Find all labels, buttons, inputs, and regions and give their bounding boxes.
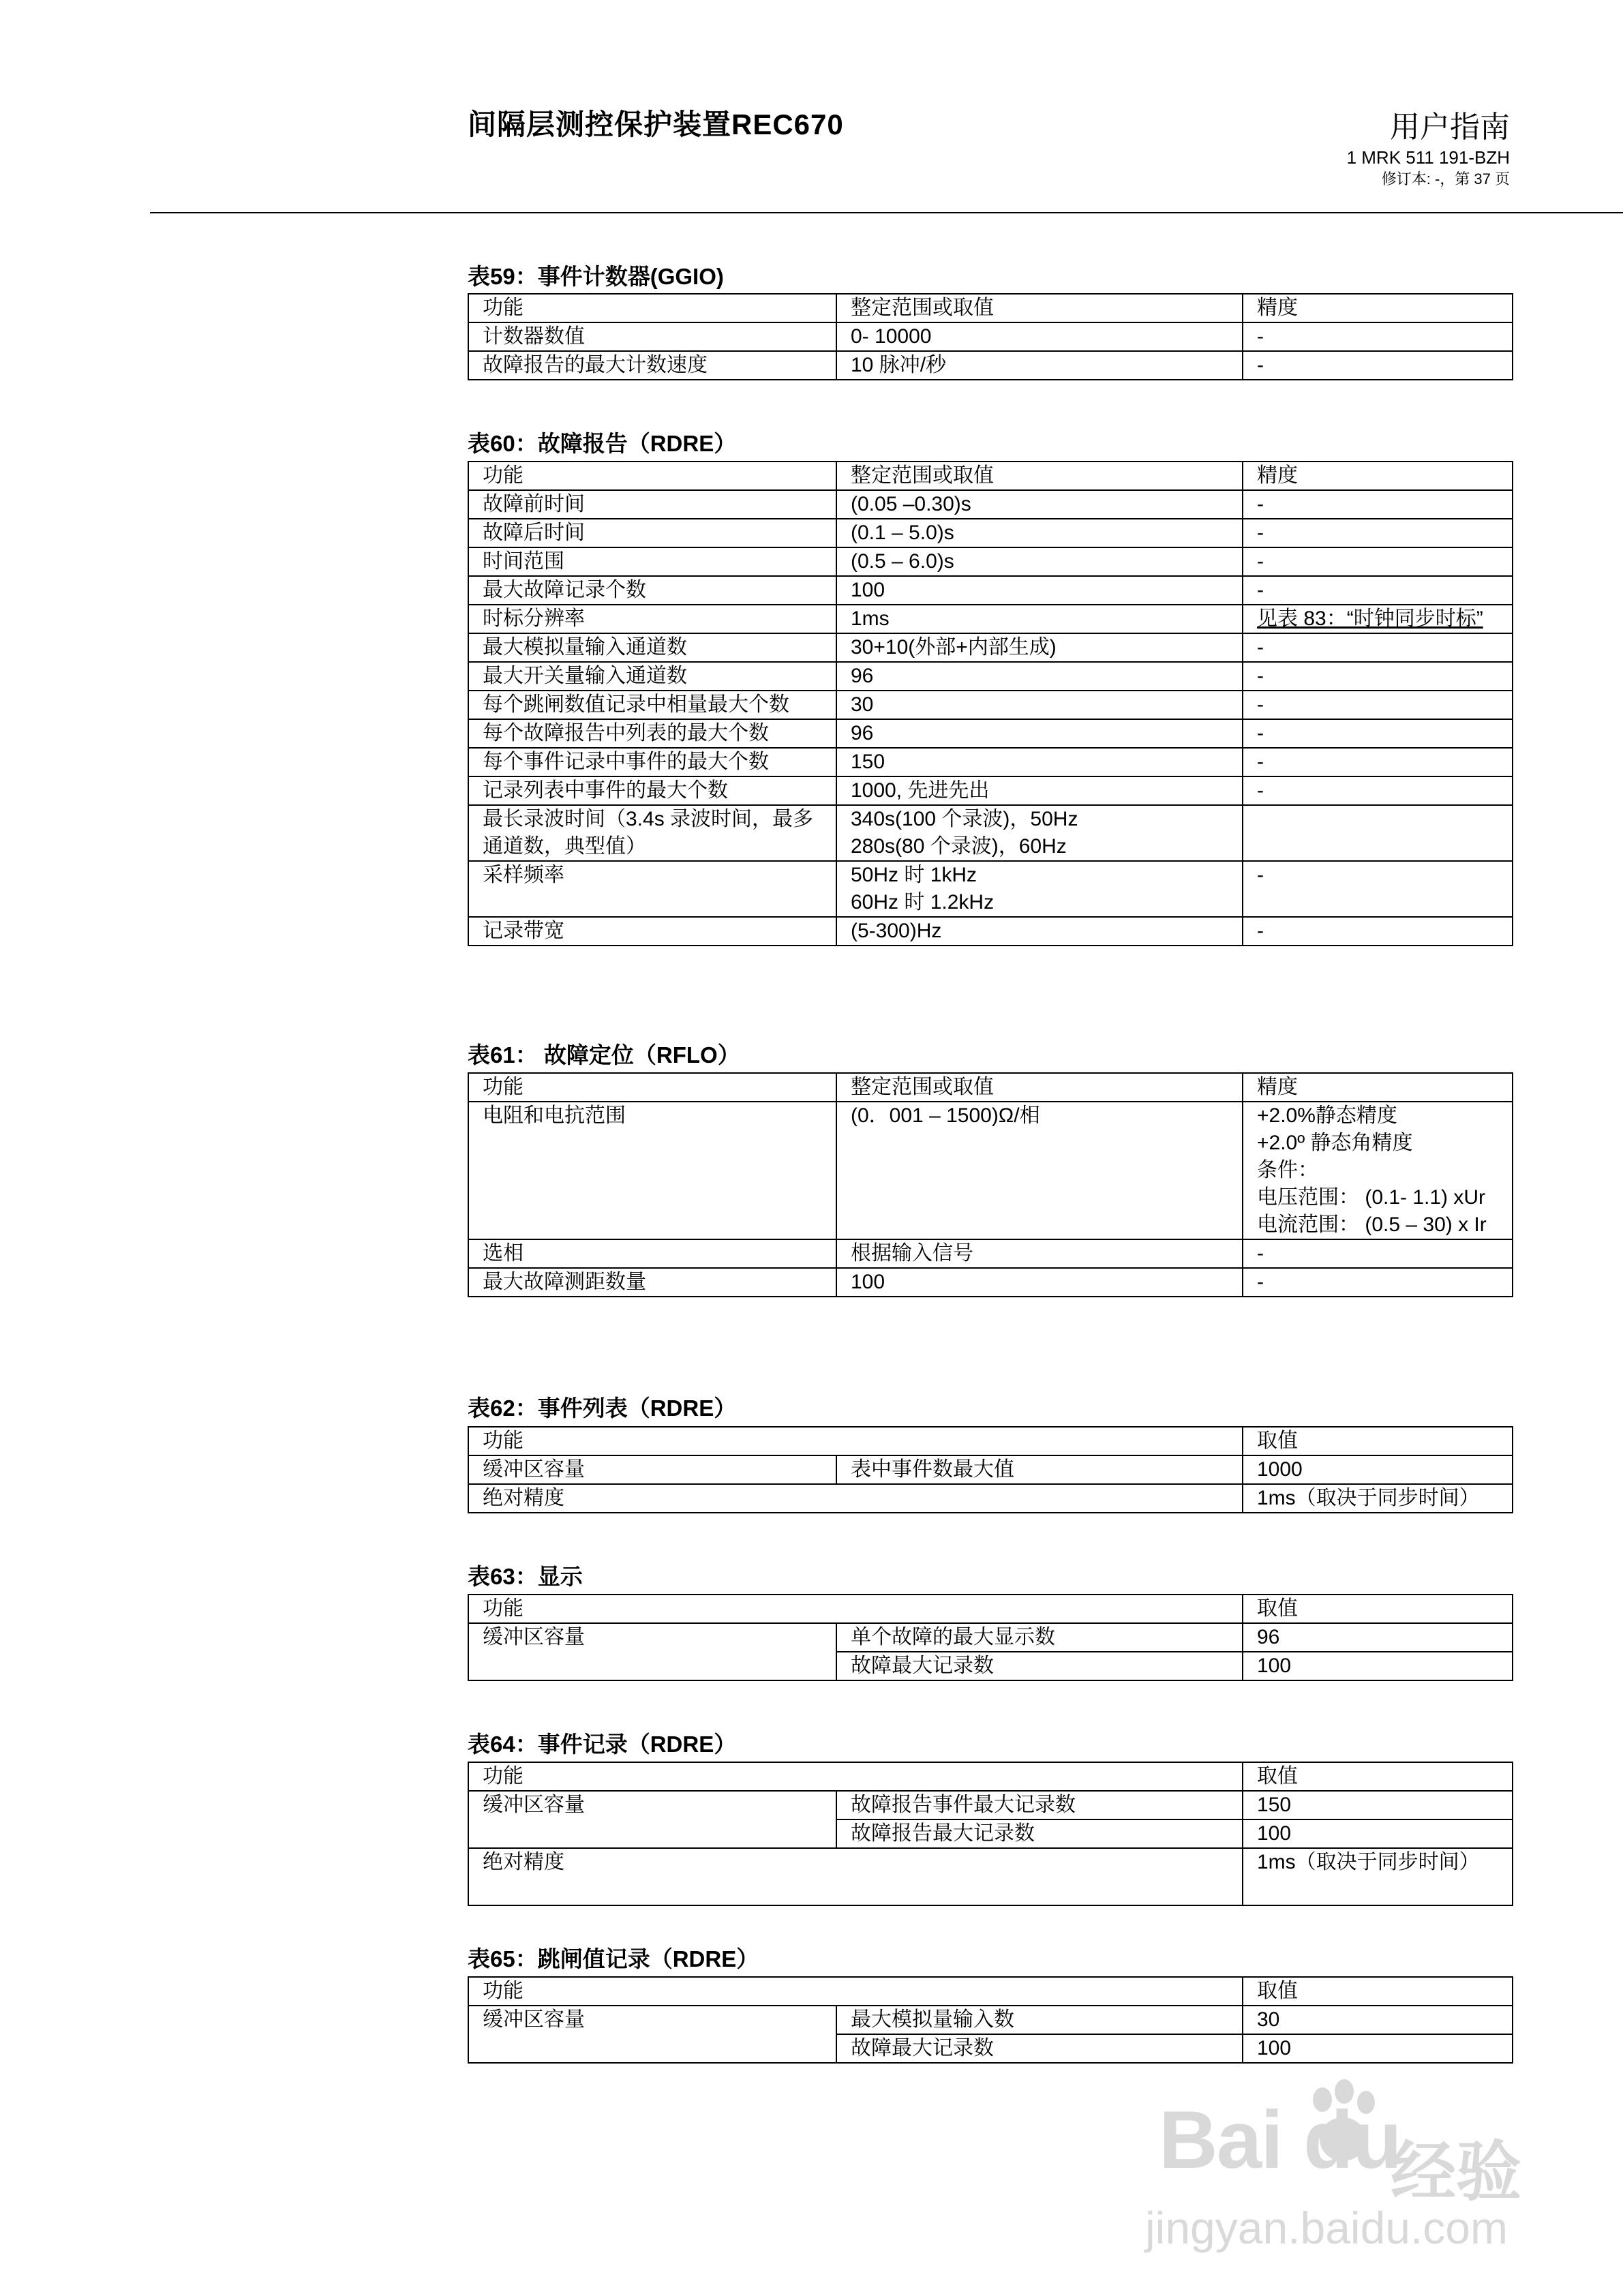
header-cell: 功能	[468, 1762, 1243, 1791]
cell: -	[1243, 633, 1513, 662]
cell: 缓冲区容量	[468, 1455, 836, 1484]
table-header-row	[468, 294, 1513, 322]
watermark-url: jingyan.baidu.com	[1145, 2203, 1508, 2253]
cell: 30	[836, 691, 1243, 719]
table-63-title: 表63：显示	[468, 1564, 583, 1589]
cell: 96	[1243, 1623, 1513, 1652]
table-61-title: 表61： 故障定位（RFLO）	[468, 1042, 740, 1068]
table-row	[468, 547, 1513, 576]
cell: 最大开关量输入通道数	[468, 662, 836, 691]
cell: 1ms（取决于同步时间）	[1243, 1848, 1513, 1905]
header-cell: 功能	[468, 1427, 1243, 1455]
table-header-row	[468, 1977, 1513, 2006]
cell: -	[1243, 1239, 1513, 1268]
cell: 100	[1243, 1652, 1513, 1680]
cell: 绝对精度	[468, 1848, 1243, 1905]
cell: 缓冲区容量	[468, 2006, 836, 2063]
guide-label: 用户指南	[1390, 110, 1510, 144]
header-divider	[150, 212, 1623, 213]
table-row	[468, 2006, 1513, 2034]
table-row	[468, 576, 1513, 605]
cell: (0.05 –0.30)s	[836, 490, 1243, 519]
cell: 故障最大记录数	[836, 2034, 1243, 2063]
table-row	[468, 662, 1513, 691]
cell: 10 脉冲/秒	[836, 351, 1243, 380]
cell: 选相	[468, 1239, 836, 1268]
table-64	[468, 1762, 1513, 1906]
table-row	[468, 351, 1513, 380]
table-header-row	[468, 1427, 1513, 1455]
cell: 最大模拟量输入通道数	[468, 633, 836, 662]
cell: 1000	[1243, 1455, 1513, 1484]
table-64-title: 表64：事件记录（RDRE）	[468, 1732, 737, 1757]
cell: 100	[836, 576, 1243, 605]
table-row	[468, 691, 1513, 719]
document-number: 1 MRK 511 191-BZH	[1346, 147, 1510, 168]
table-row	[468, 1623, 1513, 1652]
cell: 最长录波时间（3.4s 录波时间，最多通道数，典型值）	[468, 805, 836, 861]
cell: 电阻和电抗范围	[468, 1102, 836, 1239]
cell: 1ms（取决于同步时间）	[1243, 1484, 1513, 1513]
header-cell: 精度	[1243, 462, 1513, 490]
cell: 100	[836, 1268, 1243, 1297]
cell: +2.0%静态精度 +2.0º 静态角精度 条件： 电压范围： (0.1- 1.1) xUr 电流范围： (0.5 – 30) x Ir	[1243, 1102, 1513, 1239]
cell: -	[1243, 576, 1513, 605]
header-cell: 功能	[468, 294, 836, 322]
cell: 100	[1243, 2034, 1513, 2063]
cell: 故障报告事件最大记录数	[836, 1791, 1243, 1819]
table-row	[468, 861, 1513, 917]
header-cell: 整定范围或取值	[836, 294, 1243, 322]
table-60-title: 表60：故障报告（RDRE）	[468, 431, 737, 456]
table-63	[468, 1594, 1513, 1681]
cell: -	[1243, 719, 1513, 748]
header-cell: 整定范围或取值	[836, 462, 1243, 490]
table-59	[468, 293, 1513, 380]
table-header-row	[468, 1762, 1513, 1791]
cell: -	[1243, 776, 1513, 805]
cell: 故障前时间	[468, 490, 836, 519]
table-row	[468, 1455, 1513, 1484]
table-header-row	[468, 462, 1513, 490]
cell: 时标分辨率	[468, 605, 836, 633]
watermark-cn: 经验	[1391, 2136, 1521, 2209]
cell: 30+10(外部+内部生成)	[836, 633, 1243, 662]
table-row	[468, 719, 1513, 748]
header-cell: 取值	[1243, 1977, 1513, 2006]
cell: 340s(100 个录波)，50Hz 280s(80 个录波)，60Hz	[836, 805, 1243, 861]
table-row	[468, 633, 1513, 662]
table-header-row	[468, 1595, 1513, 1623]
cell: -	[1243, 691, 1513, 719]
table-header-row	[468, 1073, 1513, 1102]
cell: (5-300)Hz	[836, 917, 1243, 946]
table-62	[468, 1426, 1513, 1513]
table-row	[468, 519, 1513, 547]
table-row	[468, 1102, 1513, 1239]
cell: -	[1243, 351, 1513, 380]
cell: 1ms	[836, 605, 1243, 633]
header-cell: 整定范围或取值	[836, 1073, 1243, 1102]
cell: 1000, 先进先出	[836, 776, 1243, 805]
table-row	[468, 748, 1513, 776]
cell: 最大故障记录个数	[468, 576, 836, 605]
cell: 50Hz 时 1kHz 60Hz 时 1.2kHz	[836, 861, 1243, 917]
cell: (0.5 – 6.0)s	[836, 547, 1243, 576]
table-row	[468, 322, 1513, 351]
cell: -	[1243, 322, 1513, 351]
cell: 时间范围	[468, 547, 836, 576]
cell: 缓冲区容量	[468, 1623, 836, 1680]
table-row	[468, 1268, 1513, 1297]
cell: 96	[836, 662, 1243, 691]
cell: -	[1243, 917, 1513, 946]
cell: 150	[836, 748, 1243, 776]
cell: 最大模拟量输入数	[836, 2006, 1243, 2034]
cell: 每个跳闸数值记录中相量最大个数	[468, 691, 836, 719]
cell: -	[1243, 519, 1513, 547]
header-cell: 精度	[1243, 1073, 1513, 1102]
header-cell: 功能	[468, 1073, 836, 1102]
cell: 150	[1243, 1791, 1513, 1819]
cell: 计数器数值	[468, 322, 836, 351]
cell: 30	[1243, 2006, 1513, 2034]
baidu-watermark	[1132, 2079, 1541, 2263]
cell: 100	[1243, 1819, 1513, 1848]
cell: -	[1243, 662, 1513, 691]
cell	[1243, 805, 1513, 861]
cell: 单个故障的最大显示数	[836, 1623, 1243, 1652]
cell: 故障最大记录数	[836, 1652, 1243, 1680]
table-row	[468, 490, 1513, 519]
cell: 绝对精度	[468, 1484, 1243, 1513]
header-right	[1347, 109, 1510, 190]
cell: 每个事件记录中事件的最大个数	[468, 748, 836, 776]
table-row	[468, 1791, 1513, 1819]
table-62-title: 表62：事件列表（RDRE）	[468, 1395, 737, 1421]
header-cell: 取值	[1243, 1427, 1513, 1455]
cell: 缓冲区容量	[468, 1791, 836, 1848]
cell: -	[1243, 861, 1513, 917]
cell: -	[1243, 748, 1513, 776]
cell: 采样频率	[468, 861, 836, 917]
cell: 最大故障测距数量	[468, 1268, 836, 1297]
table-61	[468, 1072, 1513, 1297]
cell: 表中事件数最大值	[836, 1455, 1243, 1484]
table-65-title: 表65：跳闸值记录（RDRE）	[468, 1946, 759, 1972]
table-59-title: 表59：事件计数器(GGIO)	[468, 264, 724, 289]
table-65	[468, 1976, 1513, 2064]
table-row	[468, 776, 1513, 805]
cell: 根据输入信号	[836, 1239, 1243, 1268]
cell: -	[1243, 490, 1513, 519]
table-row	[468, 1848, 1513, 1905]
table-row	[468, 1484, 1513, 1513]
header-cell: 功能	[468, 462, 836, 490]
cell: 记录列表中事件的最大个数	[468, 776, 836, 805]
watermark-brand: Bai du	[1159, 2094, 1401, 2186]
header-cell: 取值	[1243, 1762, 1513, 1791]
revision-page: 修订本: -，第 37 页	[1381, 170, 1510, 187]
cell: (0．001 – 1500)Ω/相	[836, 1102, 1243, 1239]
cell: 故障报告最大记录数	[836, 1819, 1243, 1848]
cell: -	[1243, 547, 1513, 576]
table-row	[468, 1239, 1513, 1268]
table-row	[468, 917, 1513, 946]
header-cell: 精度	[1243, 294, 1513, 322]
cell: 故障后时间	[468, 519, 836, 547]
table-row	[468, 805, 1513, 861]
document-title: 间隔层测控保护装置REC670	[468, 108, 844, 140]
cell: 记录带宽	[468, 917, 836, 946]
cell: 故障报告的最大计数速度	[468, 351, 836, 380]
header-cell: 功能	[468, 1595, 1243, 1623]
cell-link[interactable]: 见表 83：“时钟同步时标”	[1243, 605, 1513, 633]
header-cell: 功能	[468, 1977, 1243, 2006]
header-cell: 取值	[1243, 1595, 1513, 1623]
cell: -	[1243, 1268, 1513, 1297]
table-60	[468, 461, 1513, 946]
cell: 每个故障报告中列表的最大个数	[468, 719, 836, 748]
cell: 96	[836, 719, 1243, 748]
cell: 0- 10000	[836, 322, 1243, 351]
table-row	[468, 605, 1513, 633]
cell: (0.1 – 5.0)s	[836, 519, 1243, 547]
